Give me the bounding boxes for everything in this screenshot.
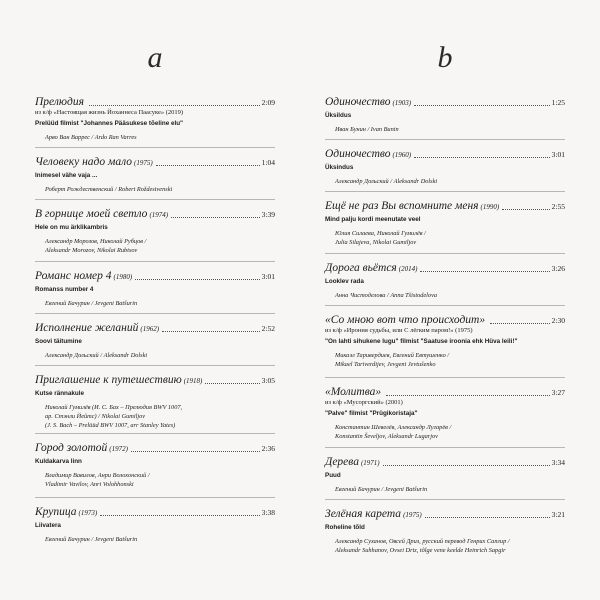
track-duration: 2:55	[551, 202, 565, 211]
track-year: (1990)	[480, 203, 500, 211]
track-duration: 3:38	[261, 508, 275, 517]
track-duration: 3:26	[551, 264, 565, 273]
track-title: Одиночество	[325, 96, 391, 108]
track-subtitle: Soovi täitumine	[35, 338, 82, 345]
track	[325, 148, 565, 186]
track-title: Город золотой	[35, 442, 108, 454]
track-year: (1918)	[183, 377, 203, 385]
track-duration: 2:52	[261, 324, 275, 333]
track-authors: Александр Дольский / Aleksandr Dolski	[335, 178, 438, 185]
track	[325, 386, 565, 441]
track-year: (1974)	[149, 211, 169, 219]
track-authors: Иван Бунин / Ivan Bunin	[335, 126, 399, 133]
track	[325, 314, 565, 369]
track-duration: 3:05	[261, 376, 275, 385]
track-duration: 3:34	[551, 458, 565, 467]
track-title: «Со мною вот что происходит»	[325, 314, 486, 326]
track-title: Дерева	[325, 456, 359, 468]
track	[35, 506, 275, 544]
track	[35, 442, 275, 489]
track-year: (1975)	[134, 159, 153, 167]
side-b-letter: b	[437, 41, 453, 74]
track-authors: Александр Дольский / Aleksandr Dolski	[45, 352, 148, 359]
track-subtitle: Hele on mu ärklikambris	[35, 224, 108, 231]
track-title: Романс номер 4	[35, 270, 112, 282]
track-subtitle: Kutse rännakule	[35, 390, 84, 397]
side-a-letter: a	[147, 41, 163, 74]
track-duration: 3:01	[551, 150, 565, 159]
track-title: Прелюдия	[35, 96, 84, 108]
track	[35, 374, 275, 430]
track	[325, 456, 565, 494]
track-authors: Евгений Бачурин / Jevgeni Batšurin	[45, 536, 138, 543]
track-duration: 2:09	[261, 98, 275, 107]
track-source: из к/ф «Настоящая жизнь Йоханнеса Паасуке» (2019)	[35, 109, 184, 116]
track-duration: 3:39	[261, 210, 275, 219]
track-year: (1962)	[140, 325, 160, 333]
track-subtitle: Liivatera	[35, 522, 61, 529]
track	[35, 208, 275, 255]
track-authors: Юлия Силаева, Николай Гумилёв / Julia Silajeva, Nikolai Gumiljov	[335, 230, 426, 246]
track-authors: Александр Суханов, Овсей Дриз, русский перевод Генрих Сапгир / Aleksandr Suhhanov, Ovsei Driz, tõlge vene keelde Heinrich Sapgir	[335, 538, 510, 554]
track-title: Ещё не раз Вы вспомните меня	[325, 200, 479, 212]
track-subtitle: Romanss number 4	[35, 286, 94, 293]
track-duration: 1:25	[551, 98, 565, 107]
track-authors: Николай Гумилёв (И. С. Бах – Прелюдия BWV 1007, ар. Стэнли Йейтс) / Nikolai Gumiljov (J. S. Bach – Prelüüd BWV 1007, arr Stanley Yates)	[45, 404, 183, 429]
track-year: (1960)	[392, 151, 412, 159]
track	[325, 508, 565, 555]
track-authors: Александр Морозов, Николай Рубцов / Aleksandr Morozov, Nikolai Rubtsov	[45, 238, 147, 254]
track-year: (1972)	[109, 445, 128, 453]
track-subtitle: Kuldakarva linn	[35, 458, 82, 465]
track-authors: Константин Шевелёв, Александр Лугарёв / Konstantin Ševeljov, Aleksandr Lugarjov	[335, 424, 452, 440]
track	[325, 262, 565, 300]
track-year: (1973)	[78, 509, 98, 517]
track-source: из к/ф «Мусоргский» (2001)	[325, 399, 403, 406]
track-subtitle: Roheline tõld	[325, 524, 365, 531]
track-duration: 2:30	[551, 316, 565, 325]
track-subtitle: "Palve" filmist "Prügikoristaja"	[325, 410, 418, 417]
track-source: из к/ф «Ирония судьбы, или С лёгким паром!» (1975)	[325, 327, 473, 334]
track-title: «Молитва»	[325, 386, 382, 398]
track-subtitle: Mind palju kordi meenutate veel	[325, 216, 421, 223]
track-year: (1971)	[360, 459, 380, 467]
track-year: (1903)	[392, 99, 412, 107]
track-title: Крупица	[35, 506, 77, 518]
track-subtitle: Puud	[325, 472, 341, 479]
track	[325, 96, 565, 134]
track-title: Исполнение желаний	[35, 322, 139, 334]
track-subtitle: Inimesel vähe vaja ...	[35, 172, 98, 179]
track-duration: 3:21	[551, 510, 565, 519]
track-duration: 2:36	[261, 444, 275, 453]
track	[325, 200, 565, 247]
track-duration: 3:27	[551, 388, 565, 397]
track-authors: Евгений Бачурин / Jevgeni Batšurin	[45, 300, 138, 307]
track	[35, 322, 275, 360]
track-subtitle: Prelüüd filmist "Johannes Pääsukese tõeline elu"	[35, 120, 184, 127]
track-duration: 3:01	[261, 272, 275, 281]
track-year: (2014)	[398, 265, 418, 273]
track-authors: Евгений Бачурин / Jevgeni Batšurin	[335, 486, 428, 493]
track-subtitle: Üksindus	[325, 164, 354, 171]
track	[35, 156, 275, 194]
track-title: Человеку надо мало	[35, 156, 132, 168]
track-year: (1980)	[113, 273, 133, 281]
track	[35, 270, 275, 308]
track-title: Дорога вьётся	[325, 262, 397, 274]
track-authors: Анна Чистоделова / Anna Tšistodelova	[335, 292, 438, 299]
track-authors: Арво Ван Варрес / Ardo Ran Varres	[45, 134, 137, 141]
track-year: (1975)	[403, 511, 422, 519]
track	[35, 96, 275, 142]
track-authors: Роберт Рождественский / Robert Roždestvenski	[45, 186, 173, 193]
track-title: Одиночество	[325, 148, 391, 160]
track-title: В горнице моей светло	[35, 208, 148, 220]
track-title: Приглашение к путешествию	[35, 374, 182, 386]
track-authors: Владимир Вавилов, Анри Волохонский / Vladimir Vavilov, Anri Volohhonski	[45, 472, 150, 488]
track-duration: 1:04	[261, 158, 275, 167]
track-title: Зелёная карета	[325, 508, 402, 520]
track-subtitle: Looklev rada	[325, 278, 364, 285]
track-subtitle: "On lahti sihukene lugu" filmist "Saatuse iroonia ehk Hüva leili!"	[325, 338, 518, 345]
track-authors: Микаэл Таривердиев, Евгений Евтушенко / Mikael Tariverdijev, Jevgeni Jevtušenko	[335, 352, 450, 368]
track-subtitle: Üksildus	[325, 112, 352, 119]
